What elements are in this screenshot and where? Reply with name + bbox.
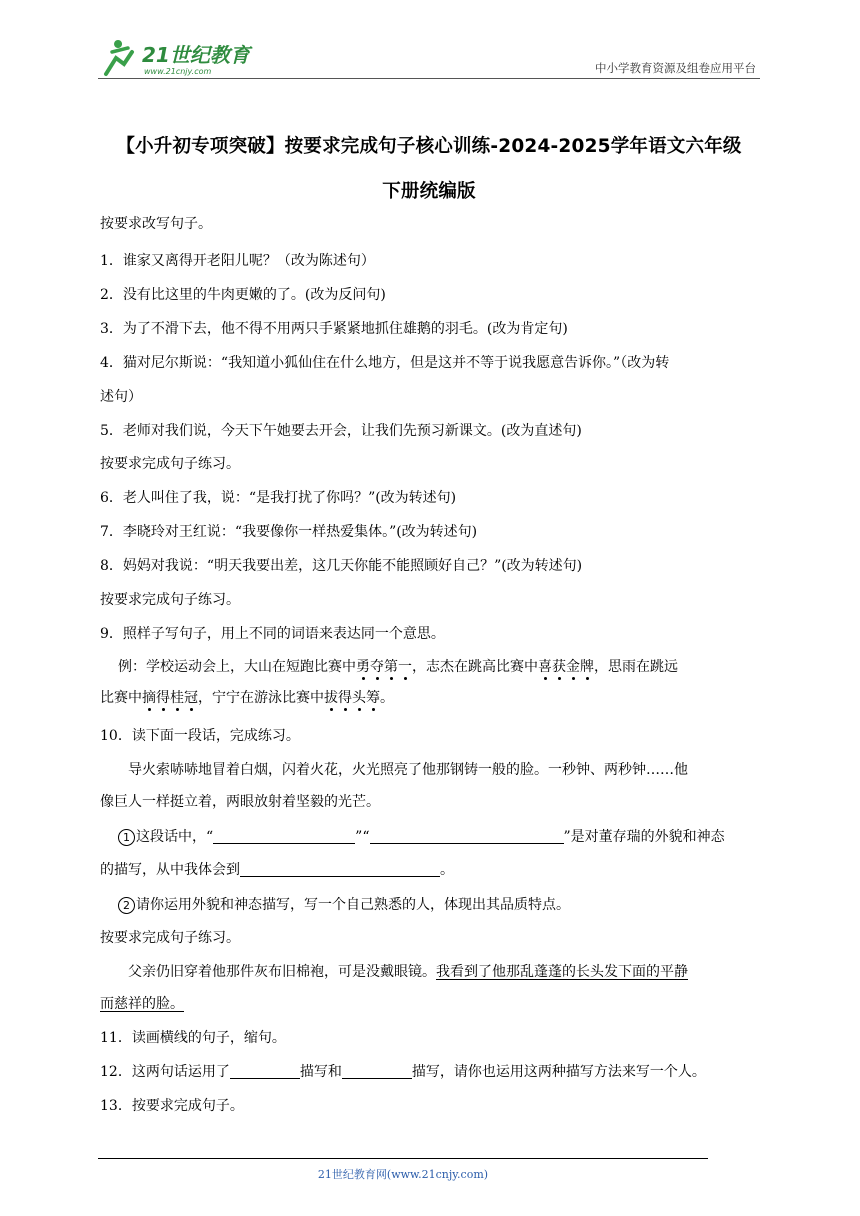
site-logo (98, 34, 258, 78)
section-heading: 按要求完成句子练习。 (100, 592, 240, 608)
underlined-sentence: 而慈祥的脸。 (100, 996, 184, 1012)
section-heading: 按要求改写句子。 (100, 216, 212, 232)
section-heading: 按要求完成句子练习。 (100, 456, 240, 472)
answer-blank[interactable] (230, 1062, 300, 1079)
section-heading: 按要求完成句子练习。 (100, 930, 240, 946)
question-1: 1．谁家又离得开老阳儿呢？（改为陈述句） (100, 253, 375, 269)
page-title-line1: 【小升初专项突破】按要求完成句子核心训练-2024-2025学年语文六年级 (116, 136, 742, 157)
question-10-part1-line2: 的描写，从中我体会到 。 (100, 862, 454, 878)
circled-number-1: 1 (118, 829, 135, 846)
example-line2: 比赛中摘得桂冠，宁宁在游泳比赛中拔得头筹。 (100, 690, 394, 706)
passage-1-line1: 导火索哧哧地冒着白烟，闪着火花，火光照亮了他那钢铸一般的脸。一秒钟、两秒钟……他 (128, 762, 688, 778)
svg-text:www.21cnjy.com: www.21cnjy.com (144, 67, 212, 76)
header-platform-text: 中小学教育资源及组卷应用平台 (595, 61, 756, 75)
answer-blank[interactable] (213, 827, 355, 844)
question-10: 10．读下面一段话，完成练习。 (100, 728, 300, 744)
answer-blank[interactable] (370, 827, 564, 844)
header-divider (98, 78, 760, 79)
question-7: 7．李晓玲对王红说：“我要像你一样热爱集体。”(改为转述句) (100, 524, 478, 540)
page-title-line2: 下册统编版 (382, 181, 476, 202)
footer-text: 21世纪教育网(www.21cnjy.com) (317, 1168, 489, 1181)
question-11: 11．读画横线的句子，缩句。 (100, 1030, 286, 1046)
circled-number-2: 2 (118, 897, 135, 914)
question-4-line2: 述句） (100, 389, 142, 405)
question-2: 2．没有比这里的牛肉更嫩的了。(改为反问句) (100, 287, 386, 303)
question-10-part2: 2 请你运用外貌和神态描写，写一个自己熟悉的人，体现出其品质特点。 (118, 895, 570, 915)
question-5: 5．老师对我们说，今天下午她要去开会，让我们先预习新课文。(改为直述句) (100, 423, 582, 439)
page-header (98, 34, 760, 78)
question-6: 6．老人叫住了我，说：“是我打扰了你吗？”(改为转述句) (100, 490, 457, 506)
question-13: 13．按要求完成句子。 (100, 1098, 244, 1114)
answer-blank[interactable] (342, 1062, 412, 1079)
passage-2-line1: 父亲仍旧穿着他那件灰布旧棉袍，可是没戴眼镜。我看到了他那乱蓬蓬的长头发下面的平静 (128, 964, 688, 980)
question-8: 8．妈妈对我说：“明天我要出差，这几天你能不能照顾好自己？”(改为转述句) (100, 558, 583, 574)
question-10-part1-line1: 1 这段话中，“ ”“ ”是对董存瑞的外貌和神态 (118, 827, 725, 847)
question-4-line1: 4．猫对尼尔斯说：“我知道小狐仙住在什么地方，但是这并不等于说我愿意告诉你。”（改为转 (100, 355, 670, 371)
answer-blank[interactable] (240, 860, 440, 877)
svg-text:21世纪教育: 21世纪教育 (142, 43, 250, 67)
example-line1: 例：学校运动会上，大山在短跑比赛中勇夺第一，志杰在跳高比赛中喜获金牌，思雨在跳远 (118, 659, 678, 675)
footer-divider (98, 1158, 708, 1159)
passage-2-line2 (100, 994, 184, 1014)
question-9: 9．照样子写句子，用上不同的词语来表达同一个意思。 (100, 626, 445, 642)
question-12: 12．这两句话运用了 描写和 描写，请你也运用这两种描写方法来写一个人。 (100, 1064, 706, 1080)
passage-1-line2: 像巨人一样挺立着，两眼放射着坚毅的光芒。 (100, 794, 380, 810)
underlined-sentence: 我看到了他那乱蓬蓬的长头发下面的平静 (436, 964, 688, 980)
question-3: 3．为了不滑下去，他不得不用两只手紧紧地抓住雄鹅的羽毛。(改为肯定句) (100, 321, 568, 337)
